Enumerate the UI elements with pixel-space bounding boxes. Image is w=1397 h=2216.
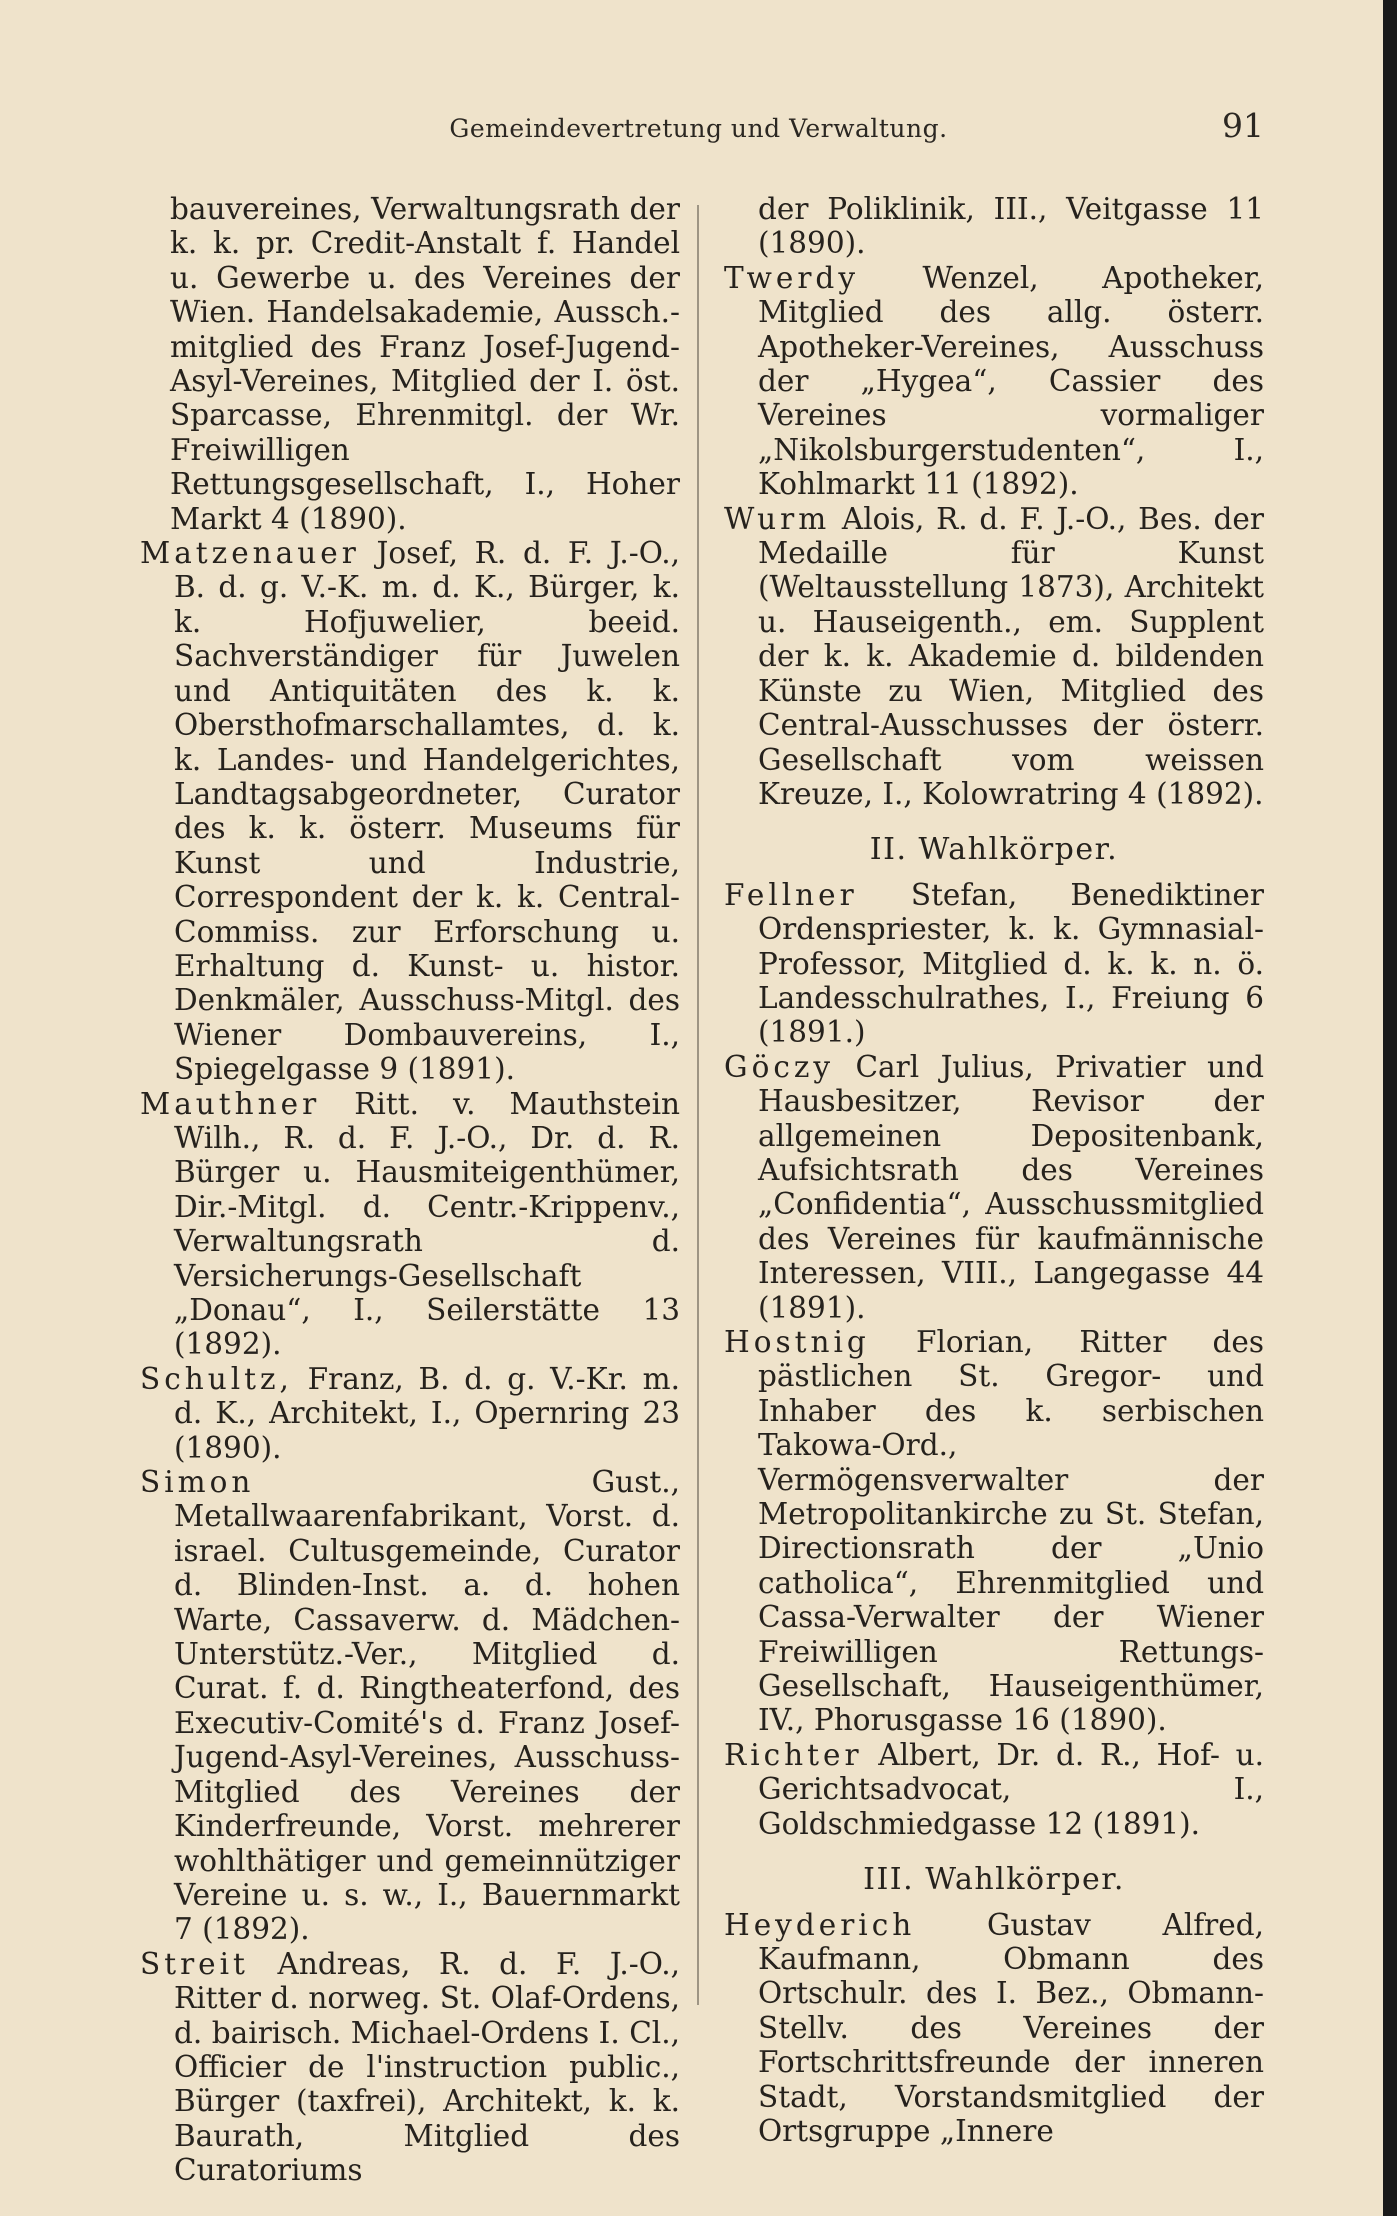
entry-text: Gust., Metallwaarenfabrikant, Vorst. d. israel. Cultusgemeinde, Curator d. Blinden-Inst. a. d. hohen Warte, Cassaverw. d. Mädchen-Unterstütz.-Ver., Mitglied d. Curat. f. d. Ringtheaterfond, des Executiv-Comité's d. Franz Josef-Jugend-Asyl-Vereines, Ausschuss-Mitglied des Vereines der Kinderfreunde, Vorst. mehrerer wohlthätiger und gemeinnütziger Vereine u. s. w., I., Bauernmarkt 7 (1892). bbox=[174, 1465, 680, 1947]
entry-text: Andreas, R. d. F. J.-O., Ritter d. norweg. St. Olaf-Ordens, d. bairisch. Michael-Ordens I. Cl., Officier de l'instruction public., Bürger (taxfrei), Architekt, k. k. Baurath, Mitglied des Curatoriums bbox=[174, 1946, 680, 2188]
entry-name: Matzenauer bbox=[140, 536, 360, 571]
left-column bbox=[140, 192, 680, 2188]
entry-text: Alois, R. d. F. J.-O., Bes. der Medaille für Kunst (Weltausstellung 1873), Architekt u. Hauseigenth., em. Supplent der k. k. Akademie d. bildenden Künste zu Wien, Mitglied des Central-Ausschusses der österr. Gesellschaft vom weissen Kreuze, I., Kolowratring 4 (1892). bbox=[758, 501, 1264, 811]
entry-name: Fellner bbox=[724, 877, 858, 912]
entry-richter bbox=[724, 1737, 1264, 1841]
entry-text: Albert, Dr. d. R., Hof- u. Gerichtsadvocat, I., Goldschmiedgasse 12 (1891). bbox=[758, 1737, 1264, 1841]
section-heading-2: II. Wahlkörper. bbox=[869, 832, 1119, 868]
entry-goczy bbox=[724, 1049, 1264, 1325]
entry-matzenauer bbox=[140, 536, 680, 1087]
entry-name: Richter bbox=[724, 1737, 863, 1772]
entry-name: Hostnig bbox=[724, 1325, 870, 1359]
column-divider bbox=[697, 205, 699, 2005]
entry-text: Carl Julius, Privatier und Hausbesitzer, Revisor der allgemeinen Depositenbank, Aufsichtsrath des Vereines „Confidentia“, Ausschussmitglied des Vereines für kaufmännische Interessen, VIII., Langegasse 44 (1891). bbox=[758, 1049, 1264, 1325]
running-head: Gemeindevertretung und Verwaltung. bbox=[449, 114, 948, 143]
entry-text: Gustav Alfred, Kaufmann, Obmann des Ortschulr. des I. Bez., Obmann-Stellv. des Vereines der Fortschrittsfreunde der inneren Stadt, Vorstandsmitglied der Ortsgruppe „Innere bbox=[758, 1907, 1264, 2148]
entry-name: Göczy bbox=[724, 1049, 835, 1084]
continuation-text: der Poliklinik, III., Veitgasse 11 (1890). bbox=[758, 192, 1264, 261]
entry-twerdy bbox=[724, 260, 1264, 502]
entry-text: Franz, B. d. g. V.-Kr. m. d. K., Architekt, I., Opernring 23 (1890). bbox=[174, 1361, 680, 1465]
entry-text: Ritt. v. Mauthstein Wilh., R. d. F. J.-O., Dr. d. R. Bürger u. Hausmiteigenthümer, Dir.-Mitgl. d. Centr.-Krippenv., Verwaltungsrath d. Versicherungs-Gesellschaft „Donau“, I., Seilerstätte 13 (1892). bbox=[174, 1086, 680, 1362]
entry-name: Twerdy bbox=[724, 260, 859, 295]
entry-text: Wenzel, Apotheker, Mitglied des allg. österr. Apotheker-Vereines, Ausschuss der „Hygea“, Cassier des Vereines vormaliger „Nikolsburgerstudenten“, I., Kohlmarkt 11 (1892). bbox=[758, 260, 1264, 502]
section-heading-3: III. Wahlkörper. bbox=[863, 1862, 1125, 1898]
entry-name: Streit bbox=[140, 1946, 249, 1981]
continuation-text: bauvereines, Verwaltungsrath der k. k. pr. Credit-Anstalt f. Handel u. Gewerbe u. des Vereines der Wien. Handelsakademie, Aussch.-mitglied des Franz Josef-Jugend-Asyl-Vereines, Mitglied der I. öst. Sparcasse, Ehrenmitgl. der Wr. Freiwilligen Rettungsgesellschaft, I., Hoher Markt 4 (1890). bbox=[170, 192, 680, 536]
entry-schultz bbox=[140, 1361, 680, 1465]
entry-simon bbox=[140, 1465, 680, 1947]
entry-text: Stefan, Benediktiner Ordenspriester, k. k. Gymnasial-Professor, Mitglied d. k. k. n. ö. Landesschulrathes, I., Freiung 6 (1891.) bbox=[758, 877, 1264, 1050]
entry-name: Mauthner bbox=[140, 1086, 321, 1121]
entry-name: Schultz, bbox=[140, 1361, 293, 1396]
entry-mauthner bbox=[140, 1086, 680, 1362]
entry-streit bbox=[140, 1946, 680, 2188]
entry-text: Josef, R. d. F. J.-O., B. d. g. V.-K. m. d. K., Bürger, k. k. Hofjuwelier, beeid. Sachverständiger für Juwelen und Antiquitäten des k. k. Obersthofmarschallamtes, d. k. k. Landes- und Handelgerichtes, Landtagsabgeordneter, Curator des k. k. österr. Museums für Kunst und Industrie, Correspondent der k. k. Central-Commiss. zur Erforschung u. Erhaltung d. Kunst- u. histor. Denkmäler, Ausschuss-Mitgl. des Wiener Dombauvereins, I., Spiegelgasse 9 (1891). bbox=[174, 536, 680, 1087]
entry-hostnig bbox=[724, 1325, 1264, 1738]
entry-name: Wurm bbox=[724, 501, 831, 536]
entry-heyderich bbox=[724, 1907, 1264, 2149]
page-number: 91 bbox=[1222, 106, 1264, 145]
right-column bbox=[724, 192, 1264, 2148]
entry-fellner bbox=[724, 877, 1264, 1050]
entry-name: Heyderich bbox=[724, 1907, 916, 1942]
entry-text: Florian, Ritter des pästlichen St. Gregor- und Inhaber des k. serbischen Takowa-Ord., Vermögensverwalter der Metropolitankirche zu St. Stefan, Directionsrath der „Unio catholica“, Ehrenmitglied und Cassa-Verwalter der Wiener Freiwilligen Rettungs-Gesellschaft, Hauseigenthümer, IV., Phorusgasse 16 (1890). bbox=[758, 1325, 1264, 1738]
entry-wurm bbox=[724, 501, 1264, 812]
entry-name: Simon bbox=[140, 1465, 255, 1500]
